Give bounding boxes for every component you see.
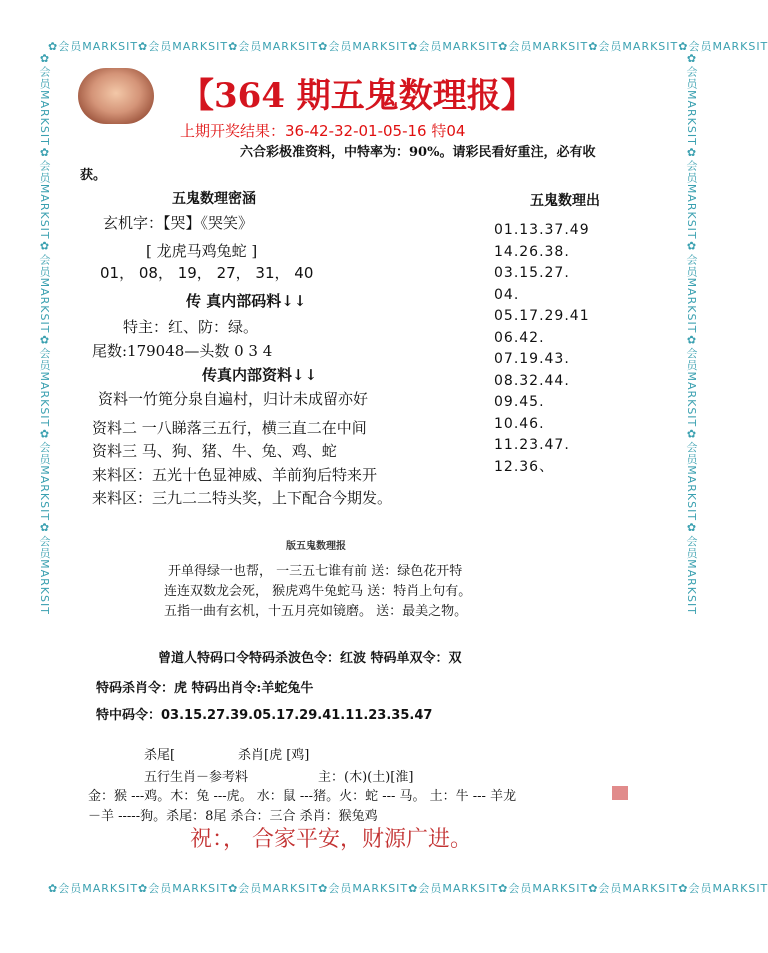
zhu-line: 主：(木)(土)[淮] <box>318 770 414 785</box>
intro-line-2: 获。 <box>80 168 107 183</box>
border-top: ✿会员MARKSIT✿会员MARKSIT✿会员MARKSIT✿会员MARKSIT✿会员MARKSIT✿会员MARKSIT✿会员MARKSIT✿会员MARKSIT <box>48 40 768 53</box>
stamp-mark <box>612 786 628 800</box>
section3-line-1: 曾道人特码口令特码杀波色令：红波 特码单双令：双 <box>158 651 462 666</box>
section2-line-1: 开单得绿一也帮， 一三五七谁有前 送：绿色花开特 <box>168 564 463 579</box>
right-number-line: 04. <box>494 286 520 303</box>
laoliao-1: 来料区：五光十色显神威、羊前狗后特来开 <box>92 466 378 484</box>
right-number-line: 07.19.43. <box>494 351 570 367</box>
section2-line-2: 连连双数龙会死， 猴虎鸡牛兔蛇马 送：特肖上句有。 <box>164 584 472 599</box>
numbers-line: 01， 08， 19， 27， 31， 40 <box>100 264 314 282</box>
right-number-line: 14.26.38. <box>494 243 570 260</box>
intro-line-1: 六合彩极准资料，中特率为：90%。请彩民看好重注，必有收 <box>240 145 596 160</box>
elements-line-2: －羊 -----狗。杀尾：8尾 杀合：三合 杀肖：猴兔鸡 <box>88 809 378 824</box>
right-number-line: 08.32.44. <box>494 372 570 389</box>
right-number-line: 10.46. <box>494 415 545 432</box>
ziliao-3: 资料三 马、狗、猪、牛、兔、鸡、蛇 <box>92 442 337 460</box>
right-number-line: 11.23.47. <box>494 437 570 453</box>
ziliao-2: 资料二 一八睇落三五行，横三直二在中间 <box>92 419 367 437</box>
avatar-photo <box>78 68 154 124</box>
weishu-line: 尾数:179048—头数 0 3 4 <box>92 342 273 360</box>
right-number-line: 03.15.27. <box>494 265 570 281</box>
right-number-line: 05.17.29.41 <box>494 308 590 324</box>
right-number-line: 06.42. <box>494 329 545 346</box>
right-number-line: 09.45. <box>494 394 545 410</box>
page-title: 【364 期五鬼数理报】 <box>180 76 535 116</box>
wuxing-line: 五行生肖－参考料 <box>144 770 249 785</box>
left-heading: 五鬼数理密涵 <box>172 191 256 207</box>
section2-line-3: 五指一曲有玄机，十五月亮如镜磨。 送：最美之物。 <box>164 604 468 619</box>
laoliao-2: 来料区：三九二二特头奖，上下配合今期发。 <box>92 489 393 507</box>
right-number-line: 01.13.37.49 <box>494 222 590 238</box>
ziliao-1: 资料一竹篼分泉自遍村，归计未成留亦好 <box>98 390 369 408</box>
border-bottom: ✿会员MARKSIT✿会员MARKSIT✿会员MARKSIT✿会员MARKSIT✿会员MARKSIT✿会员MARKSIT✿会员MARKSIT✿会员MARKSIT <box>48 882 768 895</box>
border-right: ✿会员MARKSIT✿会员MARKSIT✿会员MARKSIT✿会员MARKSIT✿会员MARKSIT✿会员MARKSIT <box>685 52 698 615</box>
border-left: ✿会员MARKSIT✿会员MARKSIT✿会员MARKSIT✿会员MARKSIT✿会员MARKSIT✿会员MARKSIT <box>38 52 51 615</box>
right-number-line: 12.36、 <box>494 458 555 475</box>
last-result: 上期开奖结果：36-42-32-01-05-16 特04 <box>180 122 466 140</box>
fax-heading-1: 传 真内部码料↓↓ <box>186 292 307 310</box>
section3-line-3: 特中码令：03.15.27.39.05.17.29.41.11.23.35.47 <box>96 708 433 723</box>
right-number-list <box>494 220 590 478</box>
xuanji-line: 玄机字：【哭】《哭笑》 <box>103 214 254 232</box>
tezhu-line: 特主：红、防：绿。 <box>123 318 259 336</box>
fax-heading-2: 传真内部资料↓↓ <box>202 366 318 384</box>
elements-line: 金：猴 ---鸡。木：兔 ---虎。 水：鼠 ---猪。火：蛇 --- 马。 土：牛 --- 羊龙 <box>88 789 517 804</box>
zodiacs-line: [ 龙虎马鸡兔蛇 ] <box>146 242 258 260</box>
section2-heading: 版五鬼数理报 <box>286 541 346 552</box>
shaxiao-line: 杀肖[虎 [鸡] <box>238 748 310 763</box>
shawei-line: 杀尾[ <box>144 748 176 763</box>
right-heading: 五鬼数理出 <box>530 193 600 209</box>
blessing-line: 祝：， 合家平安，财源广进。 <box>190 827 472 852</box>
section3-line-2: 特码杀肖令：虎 特码出肖令:羊蛇兔牛 <box>96 681 314 696</box>
